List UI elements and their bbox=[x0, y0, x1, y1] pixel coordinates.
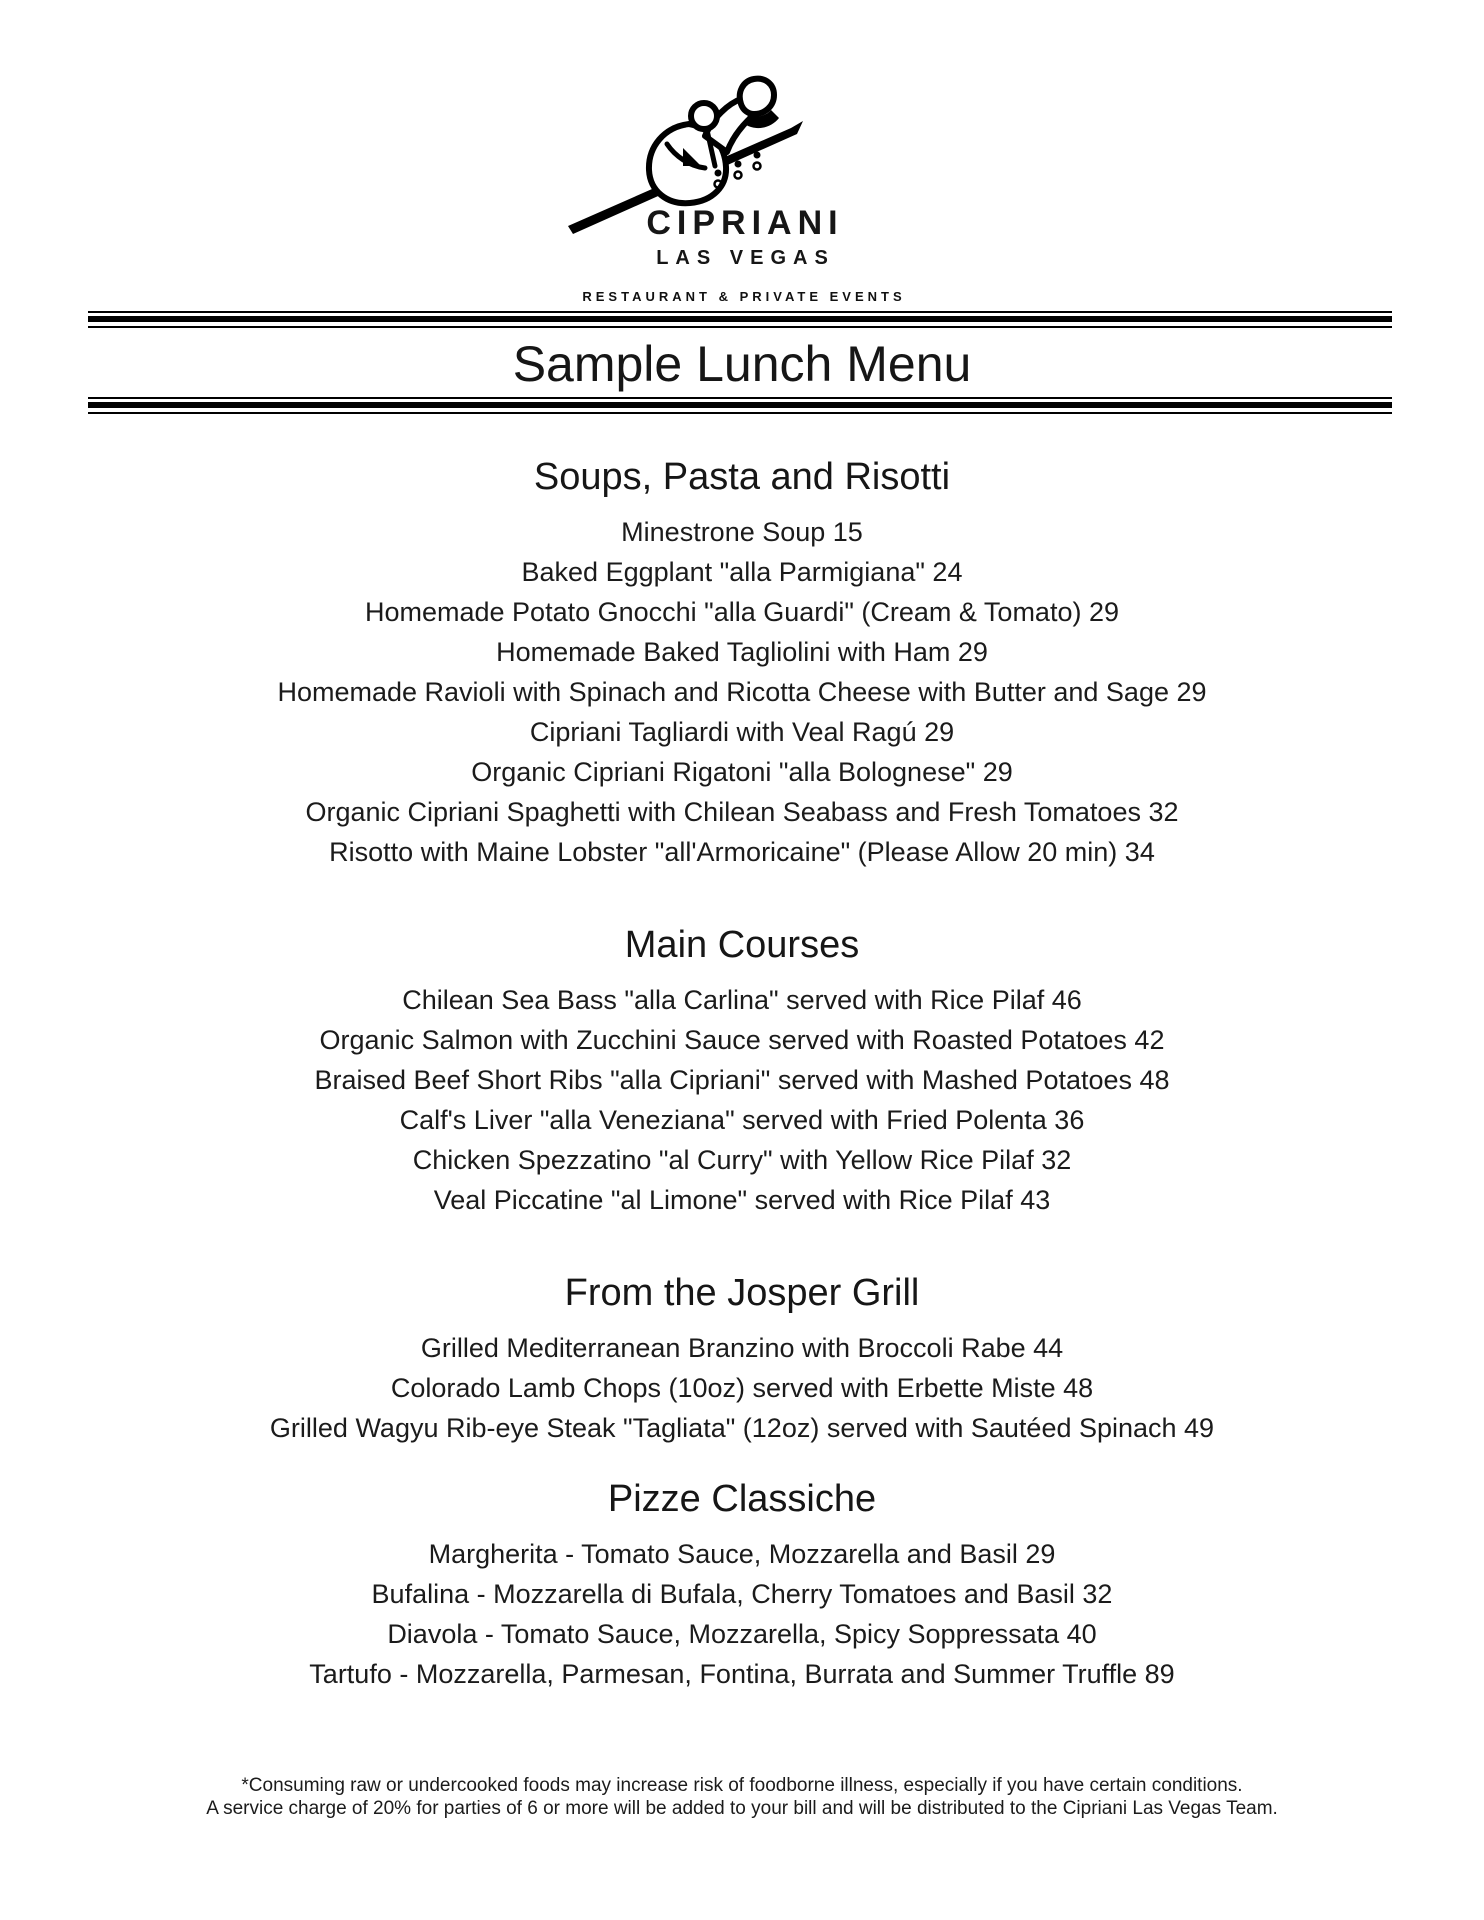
menu-item: Tartufo - Mozzarella, Parmesan, Fontina, Burrata and Summer Truffle 89 bbox=[309, 1659, 1175, 1689]
menu-item: Homemade Baked Tagliolini with Ham 29 bbox=[496, 637, 988, 667]
menu-item: Homemade Potato Gnocchi "alla Guardi" (Cream & Tomato) 29 bbox=[364, 597, 1119, 627]
rule-line bbox=[88, 412, 1392, 414]
brand-location: LAS VEGAS bbox=[656, 247, 835, 269]
menu-item: Organic Cipriani Rigatoni "alla Bolognese" 29 bbox=[471, 757, 1013, 787]
footer-line-1: *Consuming raw or undercooked foods may increase risk of foodborne illness, especially if you have certain conditions. bbox=[241, 1775, 1243, 1796]
menu-section bbox=[0, 454, 1484, 872]
menu-item: Baked Eggplant "alla Parmigiana" 24 bbox=[521, 557, 963, 587]
section-heading: Pizze Classiche bbox=[607, 1478, 877, 1520]
menu-section bbox=[0, 1476, 1484, 1694]
menu-item: Margherita - Tomato Sauce, Mozzarella and Basil 29 bbox=[428, 1539, 1056, 1569]
rule-line bbox=[88, 326, 1392, 328]
footer-disclaimer bbox=[0, 1774, 1484, 1820]
menu-item: Chilean Sea Bass "alla Carlina" served with Rice Pilaf 46 bbox=[402, 985, 1082, 1015]
menu-sections bbox=[0, 420, 1484, 1694]
menu-item: Bufalina - Mozzarella di Bufala, Cherry Tomatoes and Basil 32 bbox=[371, 1579, 1113, 1609]
menu-item: Colorado Lamb Chops (10oz) served with Erbette Miste 48 bbox=[390, 1373, 1094, 1403]
section-heading: From the Josper Grill bbox=[564, 1272, 920, 1314]
menu-item: Calf's Liver "alla Veneziana" served with Fried Polenta 36 bbox=[399, 1105, 1085, 1135]
rule-line bbox=[88, 316, 1392, 322]
brand-tagline: RESTAURANT & PRIVATE EVENTS bbox=[582, 289, 906, 304]
section-heading: Soups, Pasta and Risotti bbox=[533, 456, 951, 498]
section-items bbox=[0, 1328, 1484, 1448]
double-rule-bottom bbox=[88, 397, 1392, 414]
menu-item: Veal Piccatine "al Limone" served with Rice Pilaf 43 bbox=[433, 1185, 1051, 1215]
menu-item: Chicken Spezzatino "al Curry" with Yellow Rice Pilaf 32 bbox=[412, 1145, 1072, 1175]
double-rule-top bbox=[88, 311, 1392, 328]
menu-item: Risotto with Maine Lobster "all'Armoricaine" (Please Allow 20 min) 34 bbox=[329, 837, 1155, 867]
menu-item: Grilled Wagyu Rib-eye Steak "Tagliata" (12oz) served with Sautéed Spinach 49 bbox=[269, 1413, 1215, 1443]
rule-line bbox=[88, 311, 1392, 313]
section-items bbox=[0, 980, 1484, 1220]
page-title: Sample Lunch Menu bbox=[512, 336, 972, 392]
menu-item: Cipriani Tagliardi with Veal Ragú 29 bbox=[529, 717, 955, 747]
footer-line-2: A service charge of 20% for parties of 6 or more will be added to your bill and will be distributed to the Cipriani Las Vegas Team. bbox=[206, 1798, 1278, 1819]
rule-line bbox=[88, 397, 1392, 399]
brand-name: CIPRIANI bbox=[646, 204, 844, 242]
section-items bbox=[0, 1534, 1484, 1694]
menu-item: Diavola - Tomato Sauce, Mozzarella, Spicy Soppressata 40 bbox=[387, 1619, 1097, 1649]
menu-item: Homemade Ravioli with Spinach and Ricotta Cheese with Butter and Sage 29 bbox=[277, 677, 1207, 707]
section-heading: Main Courses bbox=[624, 924, 860, 966]
section-items bbox=[0, 512, 1484, 872]
menu-item: Minestrone Soup 15 bbox=[621, 517, 863, 547]
menu-item: Organic Cipriani Spaghetti with Chilean Seabass and Fresh Tomatoes 32 bbox=[305, 797, 1179, 827]
menu-item: Organic Salmon with Zucchini Sauce served with Roasted Potatoes 42 bbox=[319, 1025, 1165, 1055]
menu-item: Braised Beef Short Ribs "alla Cipriani" served with Mashed Potatoes 48 bbox=[314, 1065, 1170, 1095]
menu-section bbox=[0, 922, 1484, 1220]
menu-section bbox=[0, 1270, 1484, 1448]
menu-item: Grilled Mediterranean Branzino with Broccoli Rabe 44 bbox=[420, 1333, 1064, 1363]
rule-line bbox=[88, 402, 1392, 408]
